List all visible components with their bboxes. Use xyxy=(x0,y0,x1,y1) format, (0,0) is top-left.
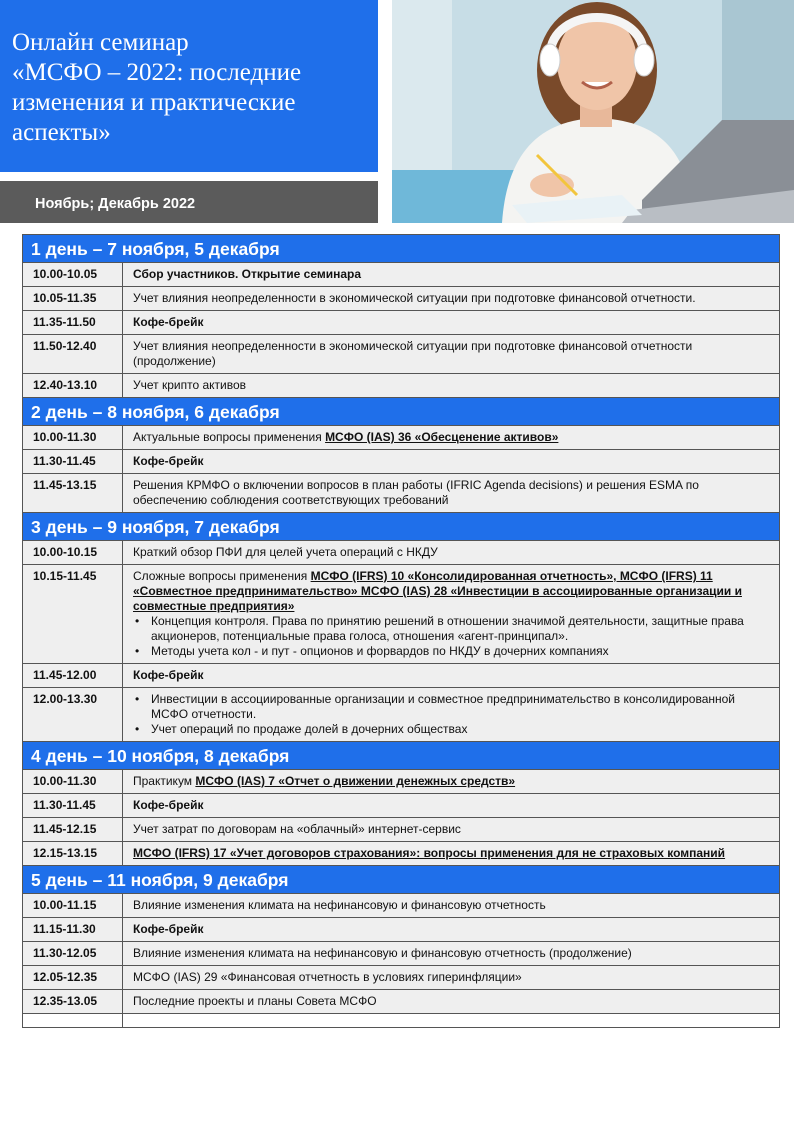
table-row xyxy=(23,842,780,866)
day-title: 2 день – 8 ноября, 6 декабря xyxy=(23,398,780,426)
empty-cell xyxy=(123,1014,780,1028)
topic-cell: Учет влияния неопределенности в экономической ситуации при подготовке финансовой отчетности (продолжение) xyxy=(123,335,780,374)
time-cell: 11.35-11.50 xyxy=(23,311,123,335)
table-row xyxy=(23,990,780,1014)
bullet-list xyxy=(133,614,769,659)
table-row xyxy=(23,1014,780,1028)
topic-cell: Учет крипто активов xyxy=(123,374,780,398)
table-row xyxy=(23,770,780,794)
topic-cell xyxy=(123,426,780,450)
seminar-title: «МСФО – 2022: последние изменения и практические аспекты» xyxy=(12,59,302,146)
time-cell: 11.30-12.05 xyxy=(23,942,123,966)
time-cell: 11.45-12.15 xyxy=(23,818,123,842)
topic-cell: Учет затрат по договорам на «облачный» интернет-сервис xyxy=(123,818,780,842)
table-row xyxy=(23,664,780,688)
seminar-type: Онлайн семинар xyxy=(12,29,189,56)
time-cell: 10.00-11.30 xyxy=(23,426,123,450)
table-row xyxy=(23,287,780,311)
coffee-break-cell: Кофе-брейк xyxy=(123,664,780,688)
woman-with-headphones-photo xyxy=(392,0,794,223)
time-cell: 11.45-12.00 xyxy=(23,664,123,688)
coffee-break-cell: Кофе-брейк xyxy=(123,794,780,818)
topic-cell xyxy=(123,565,780,664)
table-row xyxy=(23,474,780,513)
table-row xyxy=(23,374,780,398)
table-row xyxy=(23,426,780,450)
table-row xyxy=(23,311,780,335)
table-row xyxy=(23,966,780,990)
list-item: • Учет операций по продаже долей в дочерних обществах xyxy=(133,722,769,737)
day-header xyxy=(23,398,780,426)
topic-cell: Влияние изменения климата на нефинансовую и финансовую отчетность xyxy=(123,894,780,918)
list-item: • Инвестиции в ассоциированные организации и совместное предпринимательство в консолидированной МСФО отчетности. xyxy=(133,692,769,722)
standard-reference: МСФО (IAS) 7 «Отчет о движении денежных средств» xyxy=(195,774,516,788)
table-row xyxy=(23,541,780,565)
topic-cell: Краткий обзор ПФИ для целей учета операций с НКДУ xyxy=(123,541,780,565)
coffee-break-cell: Кофе-брейк xyxy=(123,311,780,335)
list-item: • Методы учета кол - и пут - опционов и форвардов по НКДУ в дочерних компаниях xyxy=(133,644,769,659)
time-cell: 10.05-11.35 xyxy=(23,287,123,311)
topic-cell: Учет влияния неопределенности в экономической ситуации при подготовке финансовой отчетности. xyxy=(123,287,780,311)
table-row xyxy=(23,565,780,664)
table-row xyxy=(23,335,780,374)
table-row xyxy=(23,450,780,474)
time-cell: 10.00-11.15 xyxy=(23,894,123,918)
time-cell: 11.30-11.45 xyxy=(23,450,123,474)
day-title: 5 день – 11 ноября, 9 декабря xyxy=(23,866,780,894)
topic-cell xyxy=(123,770,780,794)
standard-reference: МСФО (IFRS) 17 «Учет договоров страхования»: вопросы применения для не страховых компаний xyxy=(133,846,726,860)
time-cell: 11.30-11.45 xyxy=(23,794,123,818)
time-cell: 10.00-10.05 xyxy=(23,263,123,287)
empty-cell xyxy=(23,1014,123,1028)
table-row xyxy=(23,942,780,966)
topic-cell xyxy=(123,688,780,742)
time-cell: 10.15-11.45 xyxy=(23,565,123,664)
table-row xyxy=(23,263,780,287)
table-row xyxy=(23,818,780,842)
seminar-dates: Ноябрь; Декабрь 2022 xyxy=(35,196,196,212)
schedule-table xyxy=(22,234,780,1028)
topic-cell: Последние проекты и планы Совета МСФО xyxy=(123,990,780,1014)
topic-text: Сложные вопросы применения xyxy=(133,569,311,583)
seminar-dates-bar xyxy=(0,181,378,223)
day-header xyxy=(23,513,780,541)
table-row xyxy=(23,688,780,742)
coffee-break-cell: Кофе-брейк xyxy=(123,450,780,474)
time-cell: 12.00-13.30 xyxy=(23,688,123,742)
time-cell: 10.00-10.15 xyxy=(23,541,123,565)
topic-cell: Влияние изменения климата на нефинансовую и финансовую отчетность (продолжение) xyxy=(123,942,780,966)
topic-cell: Сбор участников. Открытие семинара xyxy=(123,263,780,287)
table-row xyxy=(23,894,780,918)
list-item: • Концепция контроля. Права по принятию решений в отношении значимой деятельности, защитные права акционеров, потенциальные права голоса, отношения «агент-принципал». xyxy=(133,614,769,644)
day-title: 4 день – 10 ноября, 8 декабря xyxy=(23,742,780,770)
standard-reference: МСФО (IAS) 36 «Обесценение активов» xyxy=(325,430,559,444)
standard-reference: МСФО (IFRS) 10 «Консолидированная отчетность», МСФО (IFRS) 11 «Совместное предпринимательство» МСФО (IAS) 28 «Инвестиции в ассоциированные организации и совместные предприятия» xyxy=(133,569,742,613)
time-cell: 12.40-13.10 xyxy=(23,374,123,398)
day-header xyxy=(23,235,780,263)
day-title: 3 день – 9 ноября, 7 декабря xyxy=(23,513,780,541)
table-row xyxy=(23,794,780,818)
time-cell: 10.00-11.30 xyxy=(23,770,123,794)
topic-text: Практикум xyxy=(133,774,196,788)
time-cell: 12.05-12.35 xyxy=(23,966,123,990)
time-cell: 12.35-13.05 xyxy=(23,990,123,1014)
topic-cell: МСФО (IAS) 29 «Финансовая отчетность в условиях гиперинфляции» xyxy=(123,966,780,990)
topic-cell xyxy=(123,842,780,866)
day-header xyxy=(23,866,780,894)
time-cell: 12.15-13.15 xyxy=(23,842,123,866)
photo-illustration xyxy=(392,0,794,223)
day-title: 1 день – 7 ноября, 5 декабря xyxy=(23,235,780,263)
time-cell: 11.15-11.30 xyxy=(23,918,123,942)
coffee-break-cell: Кофе-брейк xyxy=(123,918,780,942)
topic-cell: Решения КРМФО о включении вопросов в план работы (IFRIC Agenda decisions) и решения ESMA по обеспечению соблюдения соответствующих требований xyxy=(123,474,780,513)
day-header xyxy=(23,742,780,770)
seminar-title-box xyxy=(0,0,378,172)
time-cell: 11.45-13.15 xyxy=(23,474,123,513)
time-cell: 11.50-12.40 xyxy=(23,335,123,374)
topic-text: Актуальные вопросы применения xyxy=(133,430,326,444)
table-row xyxy=(23,918,780,942)
bullet-list xyxy=(133,692,769,737)
